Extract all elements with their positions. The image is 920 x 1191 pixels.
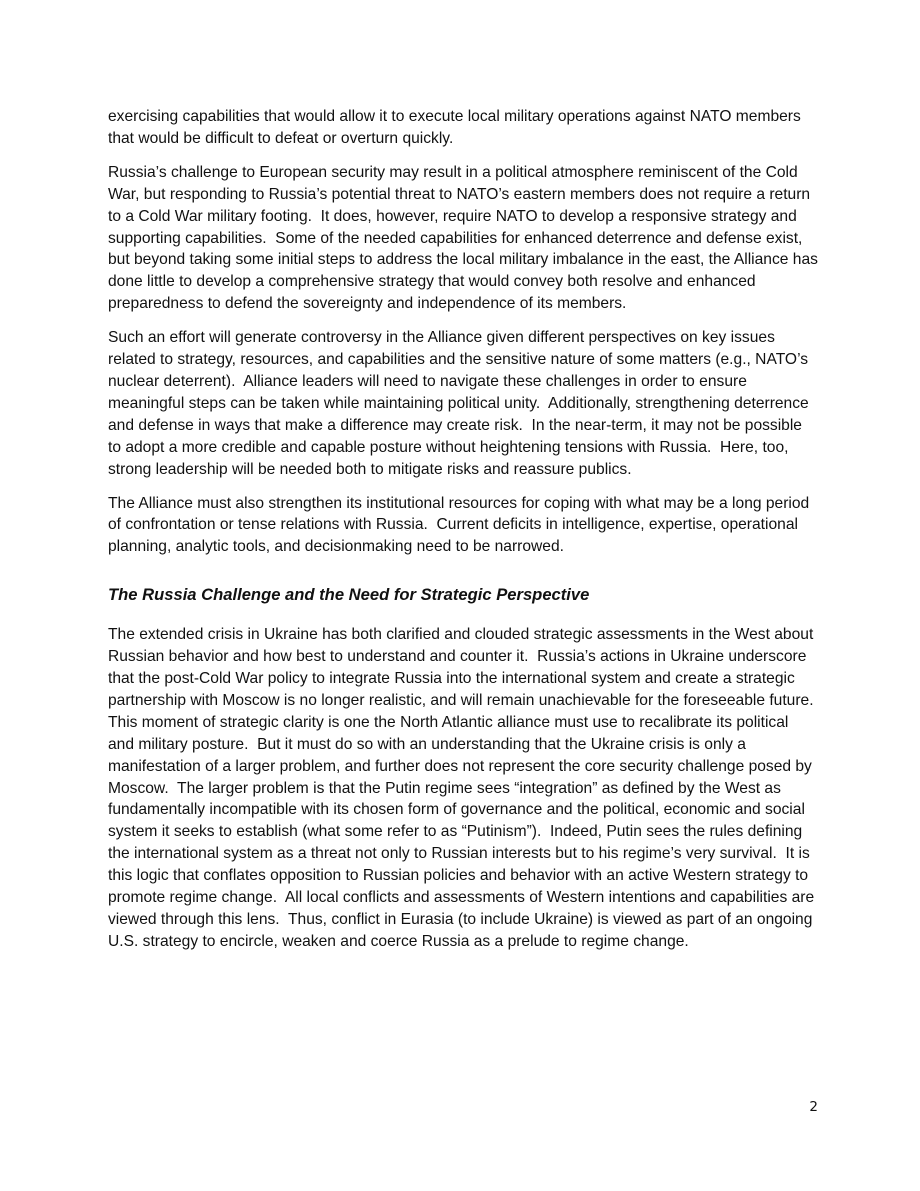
paragraph-ukraine-crisis: The extended crisis in Ukraine has both clarified and clouded strategic assessments in the West about Russian behavior and how best to understand and counter it. Russia’s actions in Ukraine underscore that the post-Cold War policy to integrate Russia into the international system and create a strategic partnership with Moscow is no longer realistic, and will remain unachievable for the foreseeable future. This moment of strategic clarity is one the North Atlantic alliance must use to recalibrate its political and military posture. But it must do so with an understanding that the Ukraine crisis is only a manifestation of a larger problem, and further does not represent the core security challenge posed by Moscow. The larger problem is that the Putin regime sees “integration” as defined by the West as fundamentally incompatible with its chosen form of governance and the political, economic and social system it seeks to establish (what some refer to as “Putinism”). Indeed, Putin sees the rules defining the international system as a threat not only to Russian interests but to his regime’s very survival. It is this logic that conflates opposition to Russian policies and behavior with an active Western strategy to promote regime change. All local conflicts and assessments of Western intentions and capabilities are viewed through this lens. Thus, conflict in Eurasia (to include Ukraine) is viewed as part of an ongoing U.S. strategy to encircle, weaken and coerce Russia as a prelude to regime change. — [108, 626, 827, 950]
paragraph-european-security: Russia’s challenge to European security may result in a political atmosphere reminiscent of the Cold War, but responding to Russia’s potential threat to NATO’s eastern members does not require a return to a Cold War military footing. It does, however, require NATO to develop a responsive strategy and supporting capabilities. Some of the needed capabilities for enhanced deterrence and defense exist, but beyond taking some initial steps to address the local military imbalance in the east, the Alliance has done little to develop a comprehensive strategy that would convey both resolve and enhanced preparedness to defend the sovereignty and independence of its members. — [108, 163, 823, 313]
page-content — [108, 106, 827, 965]
paragraph-institutional-resources: The Alliance must also strengthen its institutional resources for coping with what may be a long period of confrontation or tense relations with Russia. Current deficits in intelligence, expertise, operational planning, analytic tools, and decisionmaking need to be narrowed. — [108, 494, 814, 556]
section-heading: The Russia Challenge and the Need for Strategic Perspective — [108, 585, 590, 605]
paragraph-alliance-controversy: Such an effort will generate controversy in the Alliance given different perspectives on key issues related to strategy, resources, and capabilities and the sensitive nature of some matters (e.g., NATO’s nuclear deterrent). Alliance leaders will need to navigate these challenges in order to ensure meaningful steps can be taken while maintaining political unity. Additionally, strengthening deterrence and defense in ways that make a difference may create risk. In the near-term, it may not be possible to adopt a more credible and capable posture without heightening tensions with Russia. Here, too, strong leadership will be needed both to mitigate risks and reassure publics. — [108, 329, 814, 478]
paragraph-continuation: exercising capabilities that would allow it to execute local military operations against NATO members that would be difficult to defeat or overturn quickly. — [108, 108, 806, 147]
page-number: 2 — [809, 1099, 818, 1115]
